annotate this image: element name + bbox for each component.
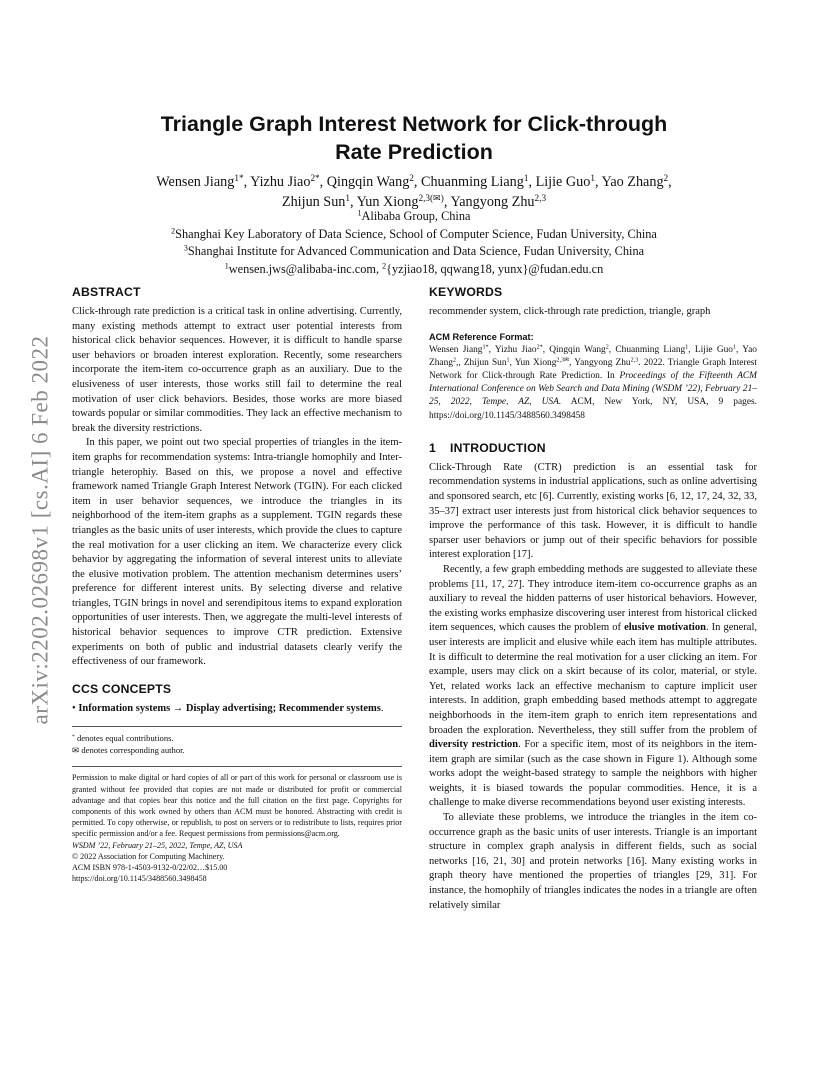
keywords-heading: KEYWORDS <box>429 285 503 299</box>
ccs-concepts: • Information systems → Display advertising; Recommender systems. <box>72 702 384 714</box>
arxiv-id-text: arXiv:2202.02698v1 [cs.AI] 6 Feb 2022 <box>27 335 53 725</box>
author-affil-mark: 1* <box>234 172 244 183</box>
emphasis-term: diversity restriction <box>429 739 519 751</box>
author-list <box>80 172 748 212</box>
ccs-heading: CCS CONCEPTS <box>72 681 172 696</box>
abstract-heading: ABSTRACT <box>72 285 141 299</box>
acm-reference-label: ACM Reference Format: <box>429 331 534 342</box>
envelope-icon: (✉) <box>429 192 444 203</box>
keywords-text: recommender system, click-through rate prediction, triangle, graph <box>429 306 711 317</box>
author-name: Yao Zhang <box>601 174 664 190</box>
permission-notice: Permission to make digital or hard copies of all or part of this work for personal or classroom use is granted without fee provided that copies are not made or distributed for profit or commercial advantage and that copies bear this notice and the full citation on the first page. Copyrights for components of this work owned by others than ACM must be honored. Abstracting with credit is permitted. To copy otherwise, or republish, to post on servers or to redistribute to lists, requires prior specific permission and/or a fee. Request permissions from permissions@acm.org. <box>72 773 402 839</box>
emphasis-term: elusive motivation <box>624 622 706 634</box>
arxiv-watermark <box>20 300 60 760</box>
intro-paragraph-1: Click-Through Rate (CTR) prediction is an essential task for recommendation systems in industrial applications, such as online advertising and sponsored search, etc [6]. Currently, existing works [6, 12, 17, 24, 32, 33, 35–37] extract user interests just from historical click behavior sequences to improve the performance of this task. However, it is difficult to handle sparser user behaviors or jump out of their specific behaviors for possible interest exploration [17]. <box>429 461 757 561</box>
author-name: Zhijun Sun <box>281 194 346 210</box>
footnote-equal-contribution: * denotes equal contributions. <box>72 733 174 744</box>
paper-title <box>80 110 748 166</box>
title-line-2: Rate Prediction <box>335 140 493 164</box>
author-affil-mark: 2 <box>409 172 414 183</box>
author-name: Yizhu Jiao <box>250 174 311 190</box>
author-name: Wensen Jiang <box>156 174 235 190</box>
author-emails: $^1$wensen.jws@alibaba-inc.com, $^2${yzjiao18, qqwang18, yunx}@fudan.edu.cn <box>224 261 604 276</box>
right-column <box>429 285 757 913</box>
copyright-line: © 2022 Association for Computing Machinery. <box>72 851 225 861</box>
author-affil-mark: 1 <box>345 192 350 203</box>
author-line-1: Wensen Jiang$^{1*}$, Yizhu Jiao$^{2*}$, Qingqin Wang$^2$, Chuanming Liang$^1$, Lijie Guo$^1$, Yao Zhang$^2$, <box>156 172 672 190</box>
section-number: 1 <box>429 440 436 455</box>
author-name: Yangyong Zhu <box>450 194 535 210</box>
section-title: INTRODUCTION <box>449 440 546 455</box>
permission-divider <box>72 766 402 767</box>
author-affil-mark: 2* <box>310 172 320 183</box>
author-name: Yun Xiong <box>356 194 419 210</box>
conference-venue: WSDM ’22, February 21–25, 2022, Tempe, AZ, USA <box>72 840 243 850</box>
intro-paragraph-2: Recently, a few graph embedding methods are suggested to alleviate these problems [11, 17, 27]. They introduce item-item co-occurrence graphs as an auxiliary to reveal the hidden patterns of user historical behaviors. However, the existing works emphasize discovering user interest from historical clicked item sequences, which causes the problem of elusive motivation. In general, user interests are implicit and elusive while each item has multiple attributes. It is difficult to determine the real motivation for a user clicking an item. For example, users may click on a skirt because of its color, material, or style. Yet, related works lack an effective mechanism to capture implicit user interests. In addition, graph embedding based methods attempt to aggregate neighborhoods in the item-item graph to enrich item representations and broaden the exploration. Nevertheless, they still suffer from the problem of diversity restriction. For a specific item, most of its neighbors in the item-item graph are similar (such as the case shown in Figure 1). Although some works adopt the weight-based strategy to sample the neighbors with higher weights, it is biased towards the popular commodities. Hence, it is a challenge to make diverse recommendations beyond user existing interests. <box>429 563 758 809</box>
author-name: Qingqin Wang <box>326 174 410 190</box>
doi-link[interactable]: https://doi.org/10.1145/3488560.3498458 <box>72 874 207 884</box>
affiliations <box>80 208 748 278</box>
affiliation-1: $^1$Alibaba Group, China <box>357 208 471 223</box>
left-column <box>72 285 402 884</box>
affiliation-3: $^3$Shanghai Institute for Advanced Communication and Data Science, Fudan University, China <box>183 243 645 258</box>
author-affil-mark: 2,3(✉) <box>418 192 444 203</box>
affiliation-2: $^2$Shanghai Key Laboratory of Data Science, School of Computer Science, Fudan University, China <box>171 226 657 241</box>
isbn-line: ACM ISBN 978-1-4503-9132-0/22/02…$15.00 <box>72 863 228 873</box>
title-line-1: Triangle Graph Interest Network for Click-through <box>160 112 668 136</box>
author-name: Lijie Guo <box>535 174 591 190</box>
abstract-paragraph-1: Click-through rate prediction is a critical task in online advertising. Currently, many existing methods attempt to extract user potential interests from historical click behavior sequences. However, it is difficult to handle sparse user behaviors or broaden interest exploration. Recently, some researchers incorporate the item-item co-occurrence graph as an auxiliary. Due to the elusiveness of user interests, those works still fail to determine the real motivation of user click behaviors. Besides, those works are more biased towards popular or similar commodities. They lack an effective mechanism to break the diversity restrictions. <box>72 306 402 434</box>
author-affil-mark: 1 <box>590 172 595 183</box>
author-line-2: Zhijun Sun$^1$, Yun Xiong$^{2,3(✉)}$, Yangyong Zhu$^{2,3}$ <box>281 192 547 210</box>
envelope-icon: ✉ <box>72 745 80 756</box>
author-name: Chuanming Liang <box>421 174 524 190</box>
author-affil-mark: 2,3 <box>534 192 547 203</box>
abstract-paragraph-2: In this paper, we point out two special properties of triangles in the item-item graphs for recommendation systems: Intra-triangle homophily and Inter-triangle heterophiy. Based on this, we propose a novel and effective framework named Triangle Graph Interest Network (TGIN). For each clicked item in user behavior sequences, we introduce the triangles in its neighborhood of the item-item graphs as a supplement. TGIN regards these triangles as the basic units of user interests, which provide the clues to capture the real motivation for a user clicking an item. We characterize every click behavior by aggregating the information of several interest units to alleviate the elusive motivation problem. The attention mechanism determines users’ preference for different interest units. By selecting diverse and relative triangles, TGIN brings in novel and serendipitous items to expand exploration opportunities of user interests. Then, we aggregate the multi-level interests of historical behavior sequences to improve CTR prediction. Extensive experiments on both of public and industrial datasets clearly verify the effectiveness of our framework. <box>72 437 402 668</box>
acm-reference: Wensen Jiang$^{1*}$, Yizhu Jiao$^{2*}$, Qingqin Wang$^2$, Chuanming Liang$^1$, Lijie Guo$^1$, Yao Zhang$^2$,, Zhijun Sun$^1$, Yun Xiong$^{2,3✉}$, Yangyong Zhu$^{2,3}$. 2022. Triangle Graph Interest Network for Click-through Rate Prediction. In Proceedings of the Fifteenth ACM International Conference on Web Search and Data Mining (WSDM ’22), February 21–25, 2022, Tempe, AZ, USA. ACM, New York, NY, USA, 9 pages. https://doi.org/10.1145/3488560.3498458 <box>429 344 758 421</box>
author-affil-mark: 1 <box>523 172 529 183</box>
footnote-corresponding-author: ✉ denotes corresponding author. <box>72 745 185 756</box>
author-affil-mark: 2 <box>663 172 669 183</box>
footnote-divider <box>72 726 402 727</box>
intro-paragraph-3: To alleviate these problems, we introduce the triangles in the item co-occurrence graph as the basic units of user interests. Triangle is an important structure in complex graph analysis in different fields, such as social networks [16, 21, 30] and protein networks [16]. Many existing works in graph theory have mentioned the properties of triangles [29, 31]. For instance, the homophily of triangles indicates the nodes in a triangle are often relatively similar <box>429 812 757 911</box>
introduction-heading <box>429 441 757 455</box>
